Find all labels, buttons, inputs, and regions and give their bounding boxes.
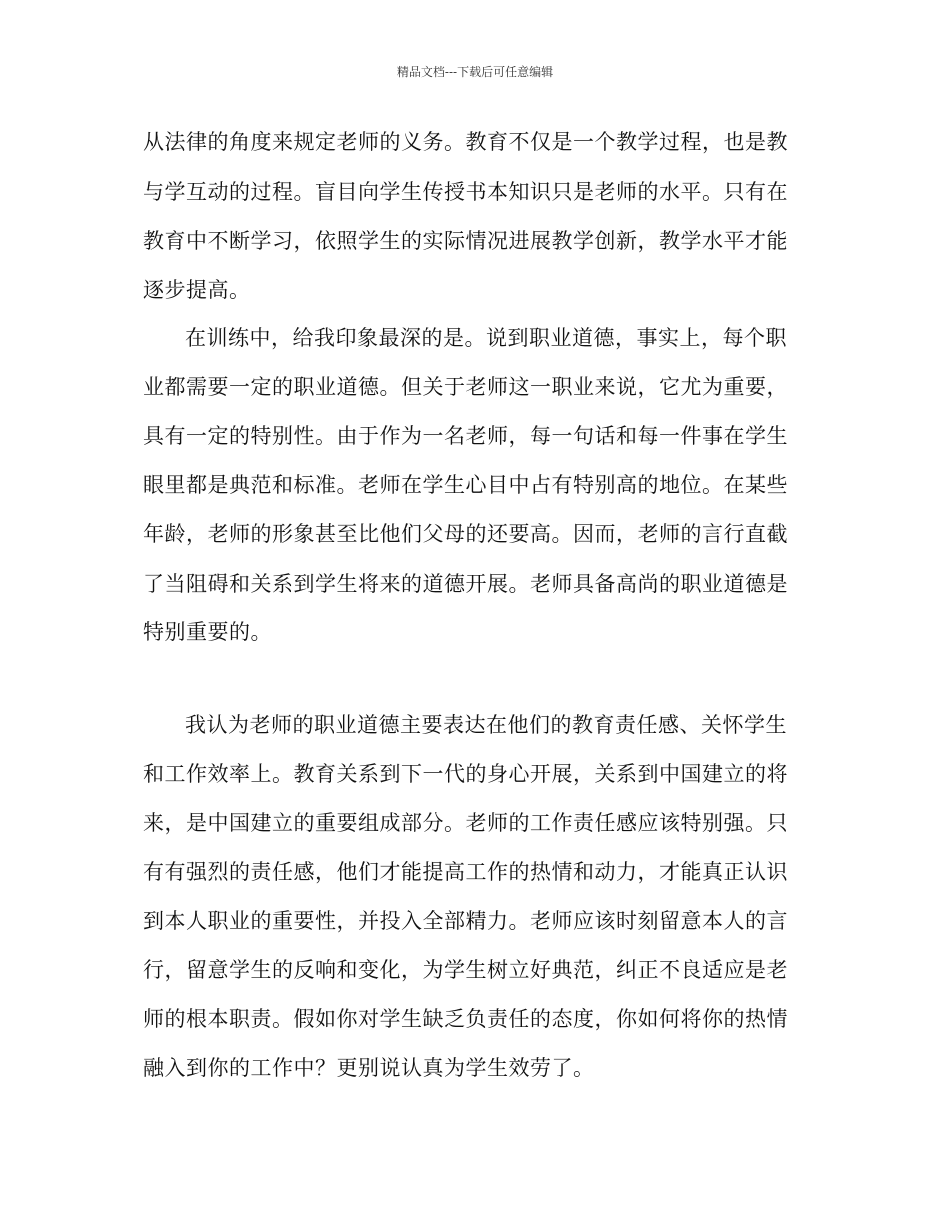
paragraph-line: 业都需要一定的职业道德。但关于老师这一职业来说，它尤为重要，	[143, 375, 788, 399]
paragraph-line: 具有一定的特别性。由于作为一名老师，每一句话和每一件事在学生	[143, 424, 788, 448]
paragraph-line: 来，是中国建立的重要组成部分。老师的工作责任感应该特别强。只	[143, 811, 788, 835]
paragraph-line: 和工作效率上。教育关系到下一代的身心开展，关系到中国建立的将	[143, 762, 788, 786]
paragraph-line: 师的根本职责。假如你对学生缺乏负责任的态度，你如何将你的热情	[143, 1007, 788, 1031]
paragraph-line: 到本人职业的重要性，并投入全部精力。老师应该时刻留意本人的言	[143, 909, 788, 933]
paragraph-line: 从法律的角度来规定老师的义务。教育不仅是一个教学过程，也是教	[143, 130, 788, 154]
paragraph-line: 行，留意学生的反响和变化，为学生树立好典范，纠正不良适应是老	[143, 958, 788, 982]
paragraph-line: 我认为老师的职业道德主要表达在他们的教育责任感、关怀学生	[185, 713, 787, 737]
paragraph-line: 与学互动的过程。盲目向学生传授书本知识只是老师的水平。只有在	[143, 180, 788, 204]
paragraph-line: 年龄，老师的形象甚至比他们父母的还要高。因而，老师的言行直截	[143, 522, 788, 546]
paragraph-line: 在训练中，给我印象最深的是。说到职业道德，事实上，每个职	[185, 326, 787, 350]
paragraph-line: 教育中不断学习，依照学生的实际情况进展教学创新，教学水平才能	[143, 229, 788, 253]
paragraph-line: 有有强烈的责任感，他们才能提高工作的热情和动力，才能真正认识	[143, 860, 788, 884]
paragraph-line: 融入到你的工作中？更别说认真为学生效劳了。	[143, 1056, 595, 1080]
paragraph-line: 眼里都是典范和标准。老师在学生心目中占有特别高的地位。在某些	[143, 473, 788, 497]
page-header: 精品文档---下载后可任意编辑	[396, 65, 554, 79]
paragraph-line: 逐步提高。	[143, 278, 251, 302]
paragraph-line: 特别重要的。	[143, 620, 272, 644]
paragraph-line: 了当阻碍和关系到学生将来的道德开展。老师具备高尚的职业道德是	[143, 572, 788, 596]
